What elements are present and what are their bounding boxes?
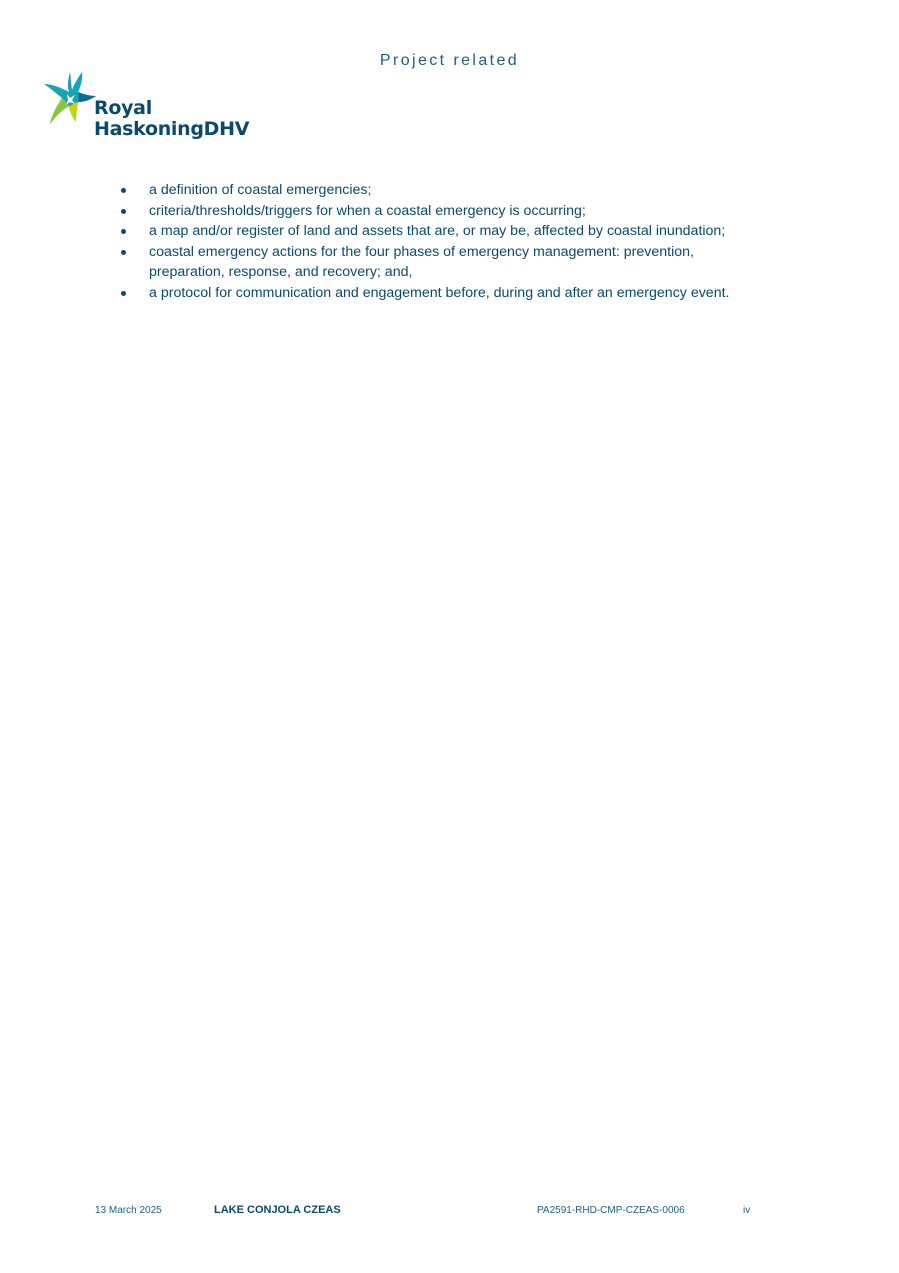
- list-item: [118, 201, 798, 222]
- company-logo: [40, 68, 270, 148]
- bullet-icon: [121, 188, 126, 193]
- footer-date: 13 March 2025: [95, 1205, 162, 1216]
- list-item-text: a map and/or register of land and assets that are, or may be, affected by coastal inundation;: [149, 223, 726, 240]
- footer-title: LAKE CONJOLA CZEAS: [214, 1204, 341, 1216]
- logo-wordmark: [94, 98, 249, 140]
- header-label: Project related: [379, 52, 520, 69]
- bullet-icon: [121, 229, 126, 234]
- list-item-text: criteria/thresholds/triggers for when a coastal emergency is occurring;: [149, 202, 586, 219]
- bullet-icon: [121, 250, 126, 255]
- list-item-text: a definition of coastal emergencies;: [149, 182, 372, 198]
- logo-line-2: HaskoningDHV: [94, 118, 250, 140]
- list-item: [118, 242, 798, 283]
- list-item-text: coastal emergency actions for the four phases of emergency management: prevention, preparation, response, and recovery; and,: [149, 243, 694, 281]
- star-logo-icon: [40, 68, 102, 130]
- bullet-icon: [121, 291, 126, 296]
- list-item: [118, 283, 798, 304]
- bullet-list: [118, 180, 798, 304]
- list-item: [118, 221, 798, 242]
- list-item-text: a protocol for communication and engagement before, during and after an emergency event.: [149, 284, 730, 301]
- bullet-icon: [121, 209, 126, 214]
- logo-line-1: Royal: [94, 97, 152, 119]
- footer-document-code: PA2591-RHD-CMP-CZEAS-0006: [537, 1205, 685, 1216]
- page-footer: [0, 1205, 899, 1221]
- list-item: [118, 180, 798, 201]
- footer-page-number: iv: [743, 1205, 751, 1216]
